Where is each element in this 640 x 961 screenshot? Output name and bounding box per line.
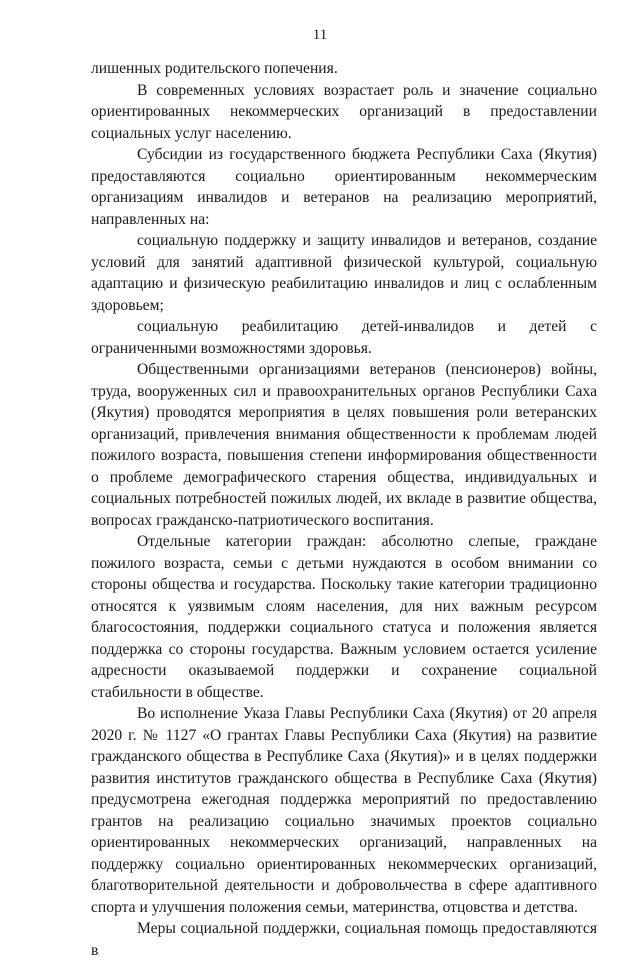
body-text <box>91 58 597 961</box>
paragraph: В современных условиях возрастает роль и значение социально ориентированных некоммерческих организаций в предоставлении социальных услуг населению. <box>91 81 597 142</box>
paragraph: Общественными организациями ветеранов (пенсионеров) войны, труда, вооруженных сил и правоохранительных органов Республики Саха (Якутия) проводятся мероприятия в целях повышения роли ветеранских организаций, привлечения внимания общественности к проблемам людей пожилого возраста, повышения степени информирования общественности о проблеме демографического старения общества, индивидуальных и социальных потребностей пожилых людей, их вкладе в развитие общества, вопросах гражданско-патриотического воспитания. <box>91 361 597 529</box>
paragraph: Субсидии из государственного бюджета Республики Саха (Якутия) предоставляются социально ориентированным некоммерческим организациям инвалидов и ветеранов на реализацию мероприятий, направленных на: <box>91 146 597 228</box>
paragraph: социальную реабилитацию детей-инвалидов и детей с ограниченными возможностями здоровья. <box>91 318 597 357</box>
paragraph: Отдельные категории граждан: абсолютно слепые, граждане пожилого возраста, семьи с детьми нуждаются в особом внимании со стороны общества и государства. Поскольку такие категории традиционно относятся к уязвимым слоям населения, для них важным ресурсом благосостояния, поддержки социального статуса и положения является поддержка со стороны государства. Важным условием остается усиление адресности оказываемой поддержки и сохранение социальной стабильности в обществе. <box>91 533 597 701</box>
page-number: 11 <box>312 27 328 43</box>
paragraph: лишенных родительского попечения. <box>91 60 338 77</box>
paragraph: Во исполнение Указа Главы Республики Саха (Якутия) от 20 апреля 2020 г. № 1127 «О грантах Главы Республики Саха (Якутия) на развитие гражданского общества в Республике Саха (Якутия)» и в целях поддержки развития институтов гражданского общества в Республике Саха (Якутия) предусмотрена ежегодная поддержка мероприятий по предоставлению грантов на реализацию социально значимых проектов социально ориентированных некоммерческих организаций, направленных на поддержку социально ориентированных некоммерческих организаций, благотворительной деятельности и добровольчества в сфере адаптивного спорта и улучшения положения семьи, материнства, отцовства и детства. <box>91 705 597 916</box>
paragraph: Меры социальной поддержки, социальная помощь предоставляются в <box>91 920 597 959</box>
paragraph: социальную поддержку и защиту инвалидов и ветеранов, создание условий для занятий адаптивной физической культурой, социальную адаптацию и физическую реабилитацию инвалидов и лиц с ослабленным здоровьем; <box>91 232 597 314</box>
